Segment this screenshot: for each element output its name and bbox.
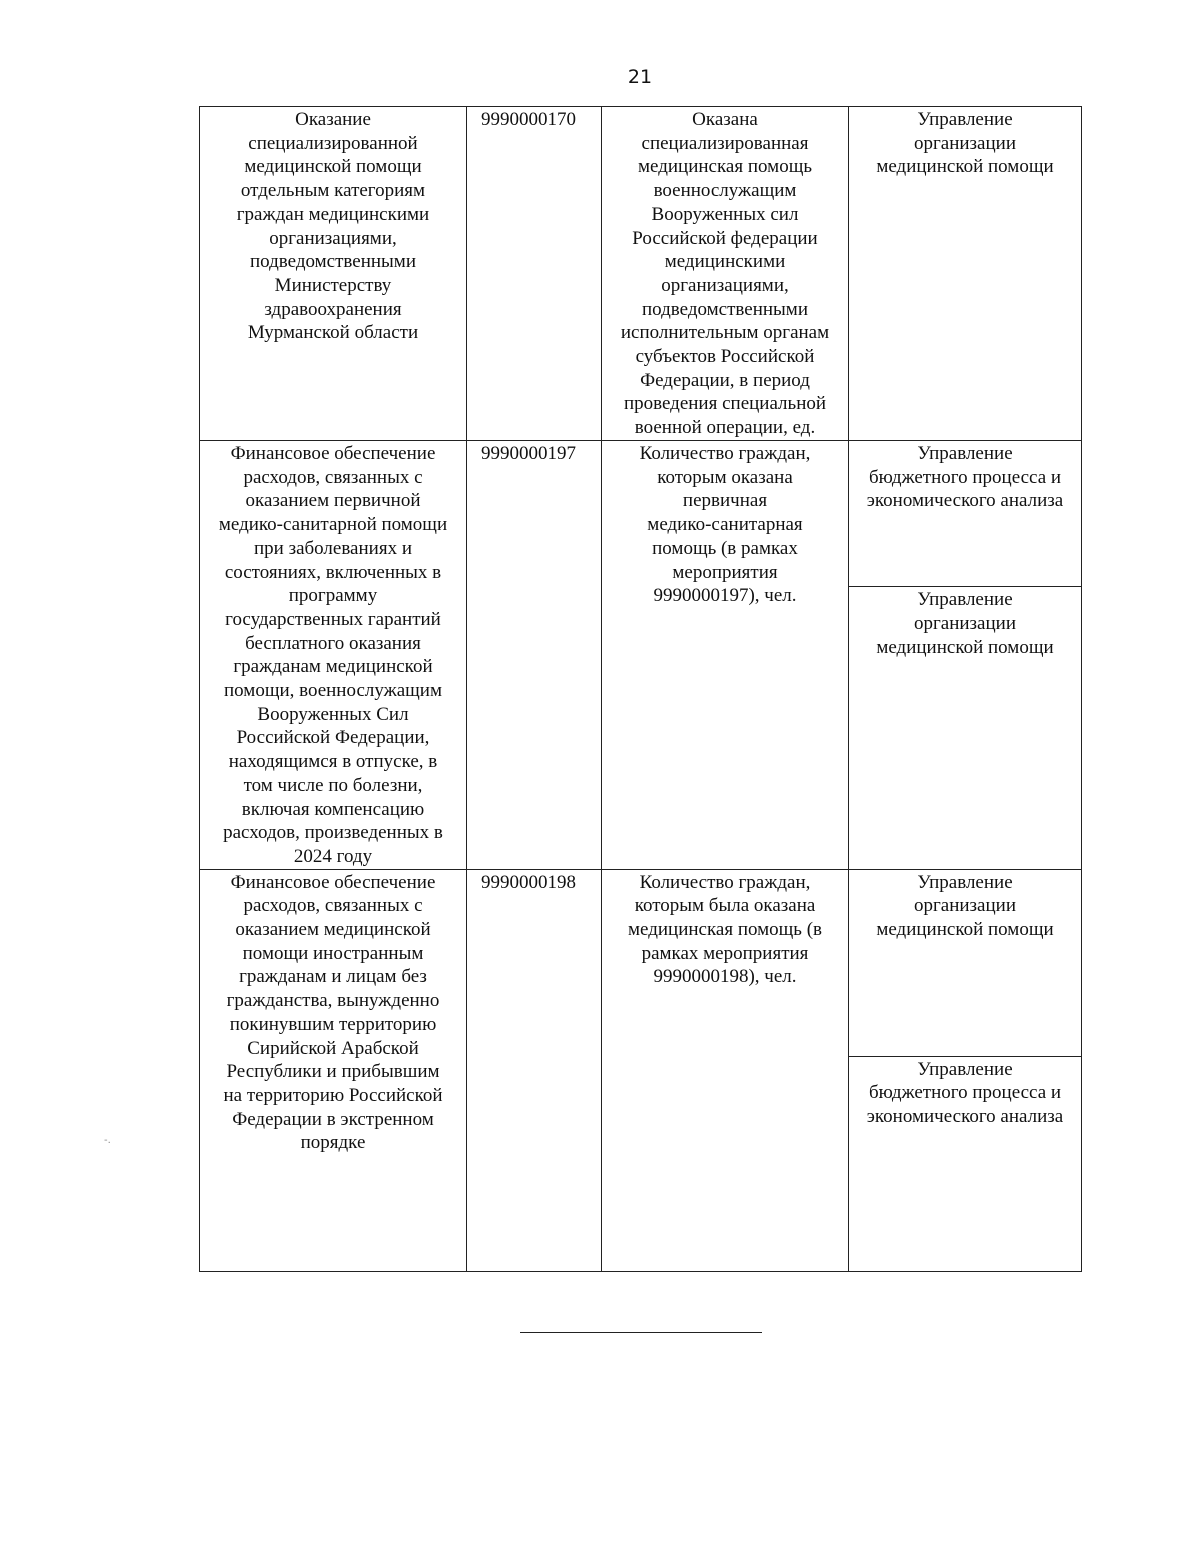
event-text: Оказание специализированной медицинской помощи отдельным категориям граждан медицинскими организациями, подведомственными Министерству здравоохранения Мурманской области <box>236 109 430 344</box>
table-row <box>200 107 1082 441</box>
responsible-cell <box>849 587 1082 869</box>
event-cell <box>200 107 467 441</box>
responsible-text: Управление организации медицинской помощи <box>876 109 1054 178</box>
code-cell <box>467 107 602 441</box>
indicator-cell <box>602 107 849 441</box>
event-cell <box>200 869 467 1271</box>
indicator-text: Количество граждан, которым была оказана медицинская помощь (в рамках мероприятия 9990000198), чел. <box>627 871 823 988</box>
responsible-cell <box>849 869 1082 1056</box>
code-cell <box>467 441 602 870</box>
responsible-text: Управление организации медицинской помощи <box>876 871 1054 941</box>
responsible-cell <box>849 107 1082 441</box>
code-text: 9990000197 <box>481 443 576 464</box>
code-text: 9990000198 <box>481 871 576 893</box>
end-of-document-rule <box>520 1332 762 1333</box>
responsible-cell <box>849 1056 1082 1271</box>
responsible-text: Управление организации медицинской помощи <box>876 589 1054 658</box>
responsible-text: Управление бюджетного процесса и экономического анализа <box>866 443 1064 512</box>
table-row <box>200 869 1082 1056</box>
scan-artifact-mark: -. <box>104 1135 111 1146</box>
page-number: 21 <box>627 66 653 88</box>
responsible-text: Управление бюджетного процесса и экономического анализа <box>866 1058 1064 1128</box>
indicator-text: Количество граждан, которым оказана первичная медико-санитарная помощь (в рамках мероприятия 9990000197), чел. <box>639 443 811 607</box>
indicator-text: Оказана специализированная медицинская помощь военнослужащим Вооруженных сил Российской федерации медицинскими организациями, подведомственными исполнительным органам субъектов Российской Федерации, в период проведения специальной военной операции, ед. <box>620 109 830 439</box>
indicator-cell <box>602 869 849 1271</box>
table-row <box>200 441 1082 587</box>
responsible-cell <box>849 441 1082 587</box>
event-cell <box>200 441 467 870</box>
indicator-cell <box>602 441 849 870</box>
code-text: 9990000170 <box>481 109 576 130</box>
code-cell <box>467 869 602 1271</box>
event-text: Финансовое обеспечение расходов, связанных с оказанием медицинской помощи иностранным гражданам и лицам без гражданства, вынужденно покинувшим территорию Сирийской Арабской Республики и прибывшим на территорию Российской Федерации в экстренном порядке <box>223 871 443 1154</box>
measures-table <box>199 106 1082 1272</box>
event-text: Финансовое обеспечение расходов, связанных с оказанием первичной медико-санитарной помощи при заболеваниях и состояниях, включенных в программу государственных гарантий бесплатного оказания гражданам медицинской помощи, военнослужащим Вооруженных Сил Российской Федерации, находящимся в отпуске, в том числе по болезни, включая компенсацию расходов, произведенных в 2024 году <box>218 443 448 867</box>
